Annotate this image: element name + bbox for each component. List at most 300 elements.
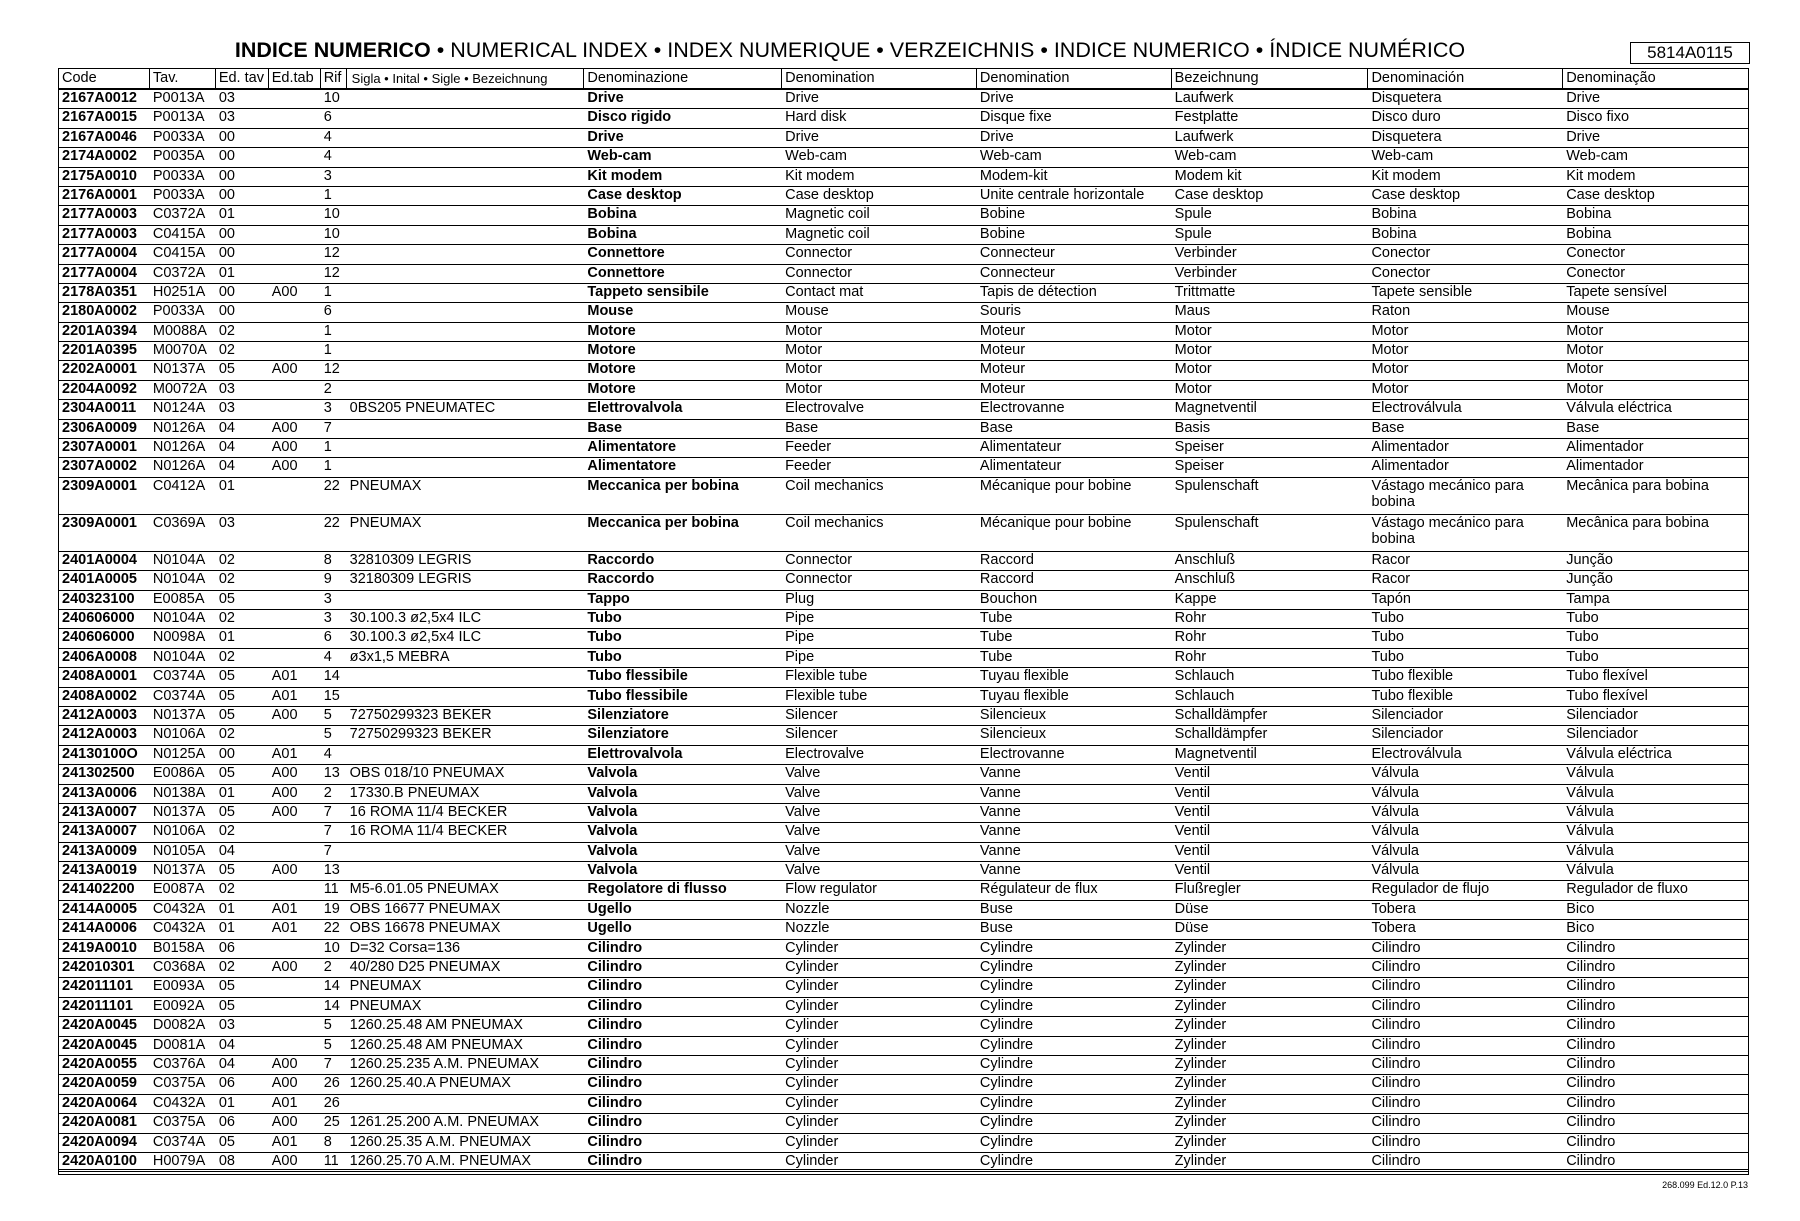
cell-ed-tav: 04 <box>218 1036 235 1053</box>
cell-bezeichnung: Web-cam <box>1174 148 1237 165</box>
cell-denominacao: Válvula <box>1566 784 1614 801</box>
cell-denomination-fr: Moteur <box>979 322 1026 339</box>
table-row <box>59 168 1748 187</box>
cell-ed-tab: A00 <box>271 784 298 801</box>
cell-denominazione: Motore <box>587 342 636 359</box>
cell-ed-tab: A00 <box>271 361 298 378</box>
cell-tav: P0035A <box>152 148 205 165</box>
cell-tav: E0087A <box>152 881 205 898</box>
cell-denomination-en: Plug <box>785 590 815 607</box>
cell-denominazione: Meccanica per bobina <box>587 514 739 531</box>
cell-denominazione: Cilindro <box>587 1017 643 1034</box>
cell-denomination-en: Nozzle <box>785 900 830 917</box>
cell-denomination-fr: Cylindre <box>979 1094 1034 1111</box>
cell-code: 2419A0010 <box>62 939 137 956</box>
cell-denomination-fr: Alimentateur <box>979 439 1062 456</box>
table-row <box>59 610 1748 629</box>
cell-denominacao: Válvula <box>1566 842 1614 859</box>
table-row <box>59 323 1748 342</box>
cell-tav: M0088A <box>152 322 207 339</box>
cell-denominacion: Tubo <box>1371 648 1404 665</box>
cell-denominazione: Base <box>587 419 623 436</box>
cell-bezeichnung: Zylinder <box>1174 1055 1227 1072</box>
cell-denomination-fr: Electrovanne <box>979 400 1065 417</box>
cell-ed-tab <box>269 381 321 399</box>
cell-denominacao: Cilindro <box>1566 1094 1616 1111</box>
cell-ed-tav: 01 <box>218 920 235 937</box>
cell-denomination-fr: Web-cam <box>979 148 1042 165</box>
cell-bezeichnung: Rohr <box>1174 648 1207 665</box>
cell-bezeichnung: Spulenschaft <box>1174 514 1259 531</box>
cell-denominazione: Case desktop <box>587 186 682 203</box>
cell-rif: 5 <box>323 706 332 723</box>
cell-denomination-en: Web-cam <box>785 148 847 165</box>
cell-denominazione: Cilindro <box>587 1075 643 1092</box>
cell-denominacao: Válvula eléctrica <box>1566 400 1672 417</box>
column-header-ed-tab: Ed.tab <box>269 69 321 88</box>
cell-tav: C0374A <box>152 687 206 704</box>
cell-ed-tav: 03 <box>218 109 235 126</box>
cell-denominacao: Mecânica para bobina <box>1566 477 1709 494</box>
cell-denomination-en: Valve <box>785 765 821 782</box>
cell-ed-tav: 05 <box>218 862 235 879</box>
cell-code: 2309A0001 <box>62 477 137 494</box>
cell-denomination-fr: Modem-kit <box>979 167 1048 184</box>
cell-denomination-en: Valve <box>785 823 821 840</box>
cell-code: 2420A0064 <box>62 1094 137 1111</box>
cell-denominazione: Silenziatore <box>587 706 669 723</box>
cell-denominacion: Tobera <box>1371 920 1416 937</box>
cell-tav: C0432A <box>152 900 206 917</box>
cell-bezeichnung: Düse <box>1174 900 1209 917</box>
cell-bezeichnung: Zylinder <box>1174 978 1227 995</box>
cell-denominacao: Motor <box>1566 380 1604 397</box>
cell-tav: P0013A <box>152 90 205 106</box>
cell-tav: C0432A <box>152 920 206 937</box>
cell-denominacao: Cilindro <box>1566 1152 1616 1169</box>
cell-ed-tab <box>269 610 321 628</box>
cell-ed-tav: 05 <box>218 668 235 685</box>
cell-ed-tav: 04 <box>218 439 235 456</box>
cell-sigla: 1260.25.48 AM PNEUMAX <box>349 1017 523 1034</box>
cell-tav: N0137A <box>152 862 206 879</box>
cell-denominacion: Cilindro <box>1371 1075 1421 1092</box>
table-row <box>59 226 1748 245</box>
cell-denomination-en: Cylinder <box>785 1036 839 1053</box>
cell-denominacao: Tubo flexível <box>1566 668 1648 685</box>
cell-ed-tav: 02 <box>218 881 235 898</box>
cell-ed-tav: 00 <box>218 283 235 300</box>
cell-ed-tav: 00 <box>218 245 235 262</box>
cell-denominazione: Cilindro <box>587 1094 643 1111</box>
cell-sigla: 0BS205 PNEUMATEC <box>349 400 496 417</box>
cell-code: 2401A0005 <box>62 571 137 588</box>
cell-bezeichnung: Motor <box>1174 342 1212 359</box>
cell-denomination-en: Mouse <box>785 303 829 320</box>
cell-denomination-fr: Régulateur de flux <box>979 881 1098 898</box>
cell-sigla: 1261.25.200 A.M. PNEUMAX <box>349 1114 540 1131</box>
cell-denominacion: Silenciador <box>1371 726 1444 743</box>
cell-sigla <box>347 245 585 263</box>
cell-denomination-fr: Disque fixe <box>979 109 1052 126</box>
cell-denominazione: Motore <box>587 361 636 378</box>
table-row <box>59 420 1748 439</box>
cell-denomination-en: Drive <box>785 128 819 145</box>
cell-code: 2167A0015 <box>62 109 137 126</box>
cell-rif: 4 <box>323 648 332 665</box>
cell-rif: 26 <box>323 1094 340 1111</box>
cell-sigla <box>347 265 585 283</box>
cell-denominazione: Valvola <box>587 862 638 879</box>
table-row <box>59 1017 1748 1036</box>
cell-code: 2420A0094 <box>62 1133 137 1150</box>
column-header-tav: Tav. <box>150 69 216 88</box>
cell-denominacao: Válvula <box>1566 803 1614 820</box>
table-row <box>59 881 1748 900</box>
cell-code: 2420A0100 <box>62 1152 137 1169</box>
cell-denominazione: Mouse <box>587 303 634 320</box>
cell-sigla: 1260.25.35 A.M. PNEUMAX <box>349 1133 531 1150</box>
cell-code: 2178A0351 <box>62 283 137 300</box>
cell-bezeichnung: Ventil <box>1174 823 1211 840</box>
cell-denomination-fr: Bobine <box>979 206 1026 223</box>
cell-rif: 4 <box>323 745 332 762</box>
cell-bezeichnung: Rohr <box>1174 609 1207 626</box>
column-header-denominacion: Denominación <box>1368 69 1563 88</box>
cell-ed-tab <box>269 90 321 108</box>
cell-rif: 25 <box>323 1114 340 1131</box>
cell-denominacion: Case desktop <box>1371 186 1461 203</box>
cell-denominacion: Cilindro <box>1371 978 1421 995</box>
page-footer: 268.099 Ed.12.0 P.13 <box>1662 1180 1748 1190</box>
cell-ed-tab: A01 <box>271 687 298 704</box>
cell-denomination-en: Cylinder <box>785 978 839 995</box>
cell-code: 2309A0001 <box>62 514 137 531</box>
cell-sigla: PNEUMAX <box>349 997 422 1014</box>
cell-denominazione: Web-cam <box>587 148 652 165</box>
cell-denominacion: Válvula <box>1371 803 1419 820</box>
cell-denomination-fr: Tuyau flexible <box>979 687 1069 704</box>
cell-ed-tab <box>269 940 321 958</box>
cell-denomination-en: Kit modem <box>785 167 855 184</box>
cell-code: 2420A0081 <box>62 1114 137 1131</box>
cell-denomination-fr: Cylindre <box>979 1055 1034 1072</box>
cell-bezeichnung: Speiser <box>1174 458 1224 475</box>
cell-denominacion: Alimentador <box>1371 458 1449 475</box>
cell-denomination-fr: Tube <box>979 609 1013 626</box>
cell-code: 240323100 <box>62 590 135 607</box>
cell-ed-tav: 06 <box>218 1114 235 1131</box>
cell-denomination-fr: Drive <box>979 90 1014 106</box>
cell-denominazione: Cilindro <box>587 1152 643 1169</box>
cell-denomination-fr: Silencieux <box>979 706 1046 723</box>
cell-denominacao: Válvula eléctrica <box>1566 745 1672 762</box>
column-header-denomination-fr: Denomination <box>977 69 1172 88</box>
cell-denomination-fr: Vanne <box>979 823 1021 840</box>
cell-denominacao: Bobina <box>1566 206 1612 223</box>
cell-ed-tav: 02 <box>218 551 235 568</box>
cell-denominacao: Regulador de fluxo <box>1566 881 1688 898</box>
cell-denominazione: Tubo flessibile <box>587 668 688 685</box>
cell-denomination-en: Cylinder <box>785 1133 839 1150</box>
cell-bezeichnung: Laufwerk <box>1174 128 1234 145</box>
cell-sigla: 30.100.3 ø2,5x4 ILC <box>349 629 482 646</box>
cell-sigla: 17330.B PNEUMAX <box>349 784 480 801</box>
table-row <box>59 129 1748 148</box>
cell-ed-tab <box>269 109 321 127</box>
cell-denominacion: Cilindro <box>1371 1036 1421 1053</box>
cell-bezeichnung: Motor <box>1174 322 1212 339</box>
cell-denominazione: Tubo <box>587 629 622 646</box>
cell-code: 2167A0046 <box>62 128 137 145</box>
cell-denomination-fr: Cylindre <box>979 978 1034 995</box>
cell-denominacao: Cilindro <box>1566 1114 1616 1131</box>
cell-denominazione: Cilindro <box>587 997 643 1014</box>
cell-code: 2177A0004 <box>62 264 137 281</box>
cell-denomination-en: Cylinder <box>785 939 839 956</box>
cell-denominacion: Bobina <box>1371 206 1417 223</box>
cell-denominacion: Cilindro <box>1371 1094 1421 1111</box>
cell-denominacao: Cilindro <box>1566 997 1616 1014</box>
cell-ed-tav: 05 <box>218 590 235 607</box>
cell-rif: 13 <box>323 765 340 782</box>
cell-tav: N0104A <box>152 648 206 665</box>
cell-ed-tab: A00 <box>271 283 298 300</box>
cell-code: 2413A0007 <box>62 823 137 840</box>
table-row <box>59 1037 1748 1056</box>
cell-denominacion: Tobera <box>1371 900 1416 917</box>
cell-bezeichnung: Spulenschaft <box>1174 477 1259 494</box>
cell-denomination-en: Cylinder <box>785 959 839 976</box>
cell-denominazione: Tubo flessibile <box>587 687 688 704</box>
cell-bezeichnung: Schlauch <box>1174 668 1235 685</box>
cell-ed-tab: A00 <box>271 862 298 879</box>
cell-bezeichnung: Schalldämpfer <box>1174 706 1268 723</box>
cell-rif: 1 <box>323 458 332 475</box>
cell-denomination-fr: Moteur <box>979 361 1026 378</box>
cell-denominacion: Bobina <box>1371 225 1417 242</box>
cell-denominacao: Tubo <box>1566 609 1599 626</box>
table-body <box>59 90 1748 1172</box>
cell-denominazione: Cilindro <box>587 939 643 956</box>
table-row <box>59 668 1748 687</box>
cell-denomination-fr: Connecteur <box>979 264 1055 281</box>
cell-ed-tav: 05 <box>218 803 235 820</box>
cell-denominacion: Raton <box>1371 303 1411 320</box>
cell-sigla <box>347 591 585 609</box>
cell-ed-tav: 02 <box>218 959 235 976</box>
cell-denominacao: Silenciador <box>1566 706 1638 723</box>
cell-denominazione: Cilindro <box>587 1036 643 1053</box>
table-row <box>59 361 1748 380</box>
cell-rif: 15 <box>323 687 340 704</box>
cell-tav: M0072A <box>152 380 207 397</box>
cell-denominacao: Junção <box>1566 551 1613 568</box>
cell-rif: 5 <box>323 1036 332 1053</box>
column-header-denomination-en: Denomination <box>782 69 977 88</box>
table-row <box>59 765 1748 784</box>
cell-ed-tab <box>269 206 321 224</box>
cell-denomination-fr: Vanne <box>979 765 1021 782</box>
cell-denominacion: Disquetera <box>1371 90 1442 106</box>
cell-ed-tav: 04 <box>218 842 235 859</box>
cell-bezeichnung: Zylinder <box>1174 1152 1227 1169</box>
cell-sigla: 1260.25.40.A PNEUMAX <box>349 1075 511 1092</box>
cell-denomination-en: Connector <box>785 245 853 262</box>
cell-tav: C0415A <box>152 245 206 262</box>
cell-denominacao: Tubo <box>1566 629 1599 646</box>
cell-code: 2420A0045 <box>62 1017 137 1034</box>
column-header-bezeichnung: Bezeichnung <box>1172 69 1369 88</box>
cell-rif: 3 <box>323 590 332 607</box>
cell-tav: E0092A <box>152 997 205 1014</box>
cell-denominacion: Válvula <box>1371 765 1419 782</box>
cell-tav: H0079A <box>152 1152 206 1169</box>
cell-ed-tav: 05 <box>218 687 235 704</box>
cell-ed-tav: 04 <box>218 458 235 475</box>
cell-ed-tav: 01 <box>218 900 235 917</box>
cell-code: 2202A0001 <box>62 361 137 378</box>
cell-rif: 10 <box>323 90 340 106</box>
cell-denomination-en: Valve <box>785 784 821 801</box>
cell-code: 2413A0009 <box>62 842 137 859</box>
cell-rif: 1 <box>323 283 332 300</box>
cell-denomination-en: Connector <box>785 551 853 568</box>
cell-code: 2204A0092 <box>62 380 137 397</box>
cell-bezeichnung: Ventil <box>1174 842 1211 859</box>
cell-code: 2420A0059 <box>62 1075 137 1092</box>
cell-sigla: 16 ROMA 11/4 BECKER <box>349 803 508 820</box>
cell-denominacao: Motor <box>1566 322 1604 339</box>
cell-code: 2420A0055 <box>62 1055 137 1072</box>
cell-rif: 14 <box>323 668 340 685</box>
cell-denominacion: Web-cam <box>1371 148 1434 165</box>
cell-sigla <box>347 381 585 399</box>
cell-denominacion: Cilindro <box>1371 1017 1421 1034</box>
cell-ed-tav: 02 <box>218 609 235 626</box>
cell-code: 2412A0003 <box>62 726 137 743</box>
table-row <box>59 187 1748 206</box>
table-row <box>59 688 1748 707</box>
cell-denominacao: Junção <box>1566 571 1613 588</box>
cell-code: 2167A0012 <box>62 90 137 106</box>
cell-ed-tav: 01 <box>218 477 235 494</box>
cell-denomination-en: Magnetic coil <box>785 206 870 223</box>
cell-rif: 1 <box>323 439 332 456</box>
cell-denomination-en: Cylinder <box>785 1017 839 1034</box>
cell-tav: C0372A <box>152 264 206 281</box>
cell-sigla <box>347 458 585 476</box>
cell-bezeichnung: Zylinder <box>1174 1133 1227 1150</box>
cell-code: 242010301 <box>62 959 135 976</box>
cell-sigla <box>347 323 585 341</box>
cell-code: 2414A0006 <box>62 920 137 937</box>
cell-bezeichnung: Verbinder <box>1174 245 1237 262</box>
cell-denominazione: Silenziatore <box>587 726 669 743</box>
cell-rif: 8 <box>323 551 332 568</box>
cell-ed-tab: A01 <box>271 920 298 937</box>
cell-denomination-en: Cylinder <box>785 1075 839 1092</box>
cell-bezeichnung: Modem kit <box>1174 167 1242 184</box>
cell-ed-tav: 05 <box>218 765 235 782</box>
cell-bezeichnung: Ventil <box>1174 862 1211 879</box>
cell-sigla <box>347 90 585 108</box>
cell-sigla <box>347 361 585 379</box>
cell-ed-tav: 02 <box>218 823 235 840</box>
cell-ed-tav: 01 <box>218 784 235 801</box>
cell-sigla <box>347 168 585 186</box>
cell-bezeichnung: Festplatte <box>1174 109 1239 126</box>
cell-tav: P0033A <box>152 128 205 145</box>
table-row <box>59 458 1748 477</box>
cell-rif: 12 <box>323 264 340 281</box>
cell-denominacao: Bico <box>1566 920 1595 937</box>
cell-denomination-en: Electrovalve <box>785 400 865 417</box>
cell-denominacao: Silenciador <box>1566 726 1638 743</box>
cell-denominacion: Tapón <box>1371 590 1411 607</box>
cell-bezeichnung: Maus <box>1174 303 1211 320</box>
table-row <box>59 245 1748 264</box>
cell-code: 241302500 <box>62 765 135 782</box>
table-row <box>59 265 1748 284</box>
cell-ed-tab <box>269 323 321 341</box>
cell-sigla: 1260.25.235 A.M. PNEUMAX <box>349 1055 540 1072</box>
cell-denomination-fr: Raccord <box>979 551 1034 568</box>
cell-bezeichnung: Ventil <box>1174 803 1211 820</box>
cell-bezeichnung: Zylinder <box>1174 997 1227 1014</box>
cell-denominazione: Connettore <box>587 245 665 262</box>
cell-ed-tab <box>269 129 321 147</box>
cell-ed-tab: A00 <box>271 706 298 723</box>
cell-denominazione: Kit modem <box>587 167 663 184</box>
cell-bezeichnung: Case desktop <box>1174 186 1264 203</box>
cell-ed-tav: 03 <box>218 514 235 531</box>
cell-ed-tab: A00 <box>271 1152 298 1169</box>
cell-code: 2177A0004 <box>62 245 137 262</box>
cell-denominacao: Mouse <box>1566 303 1610 320</box>
cell-ed-tav: 05 <box>218 1133 235 1150</box>
cell-sigla: 40/280 D25 PNEUMAX <box>349 959 501 976</box>
cell-denomination-fr: Vanne <box>979 803 1021 820</box>
cell-denominacao: Bico <box>1566 900 1595 917</box>
cell-denomination-fr: Bobine <box>979 225 1026 242</box>
cell-rif: 9 <box>323 571 332 588</box>
cell-denomination-en: Coil mechanics <box>785 477 884 494</box>
cell-sigla <box>347 284 585 302</box>
cell-bezeichnung: Spule <box>1174 225 1212 242</box>
cell-denominazione: Elettrovalvola <box>587 745 683 762</box>
cell-tav: N0106A <box>152 726 206 743</box>
cell-rif: 2 <box>323 959 332 976</box>
cell-tav: E0085A <box>152 590 205 607</box>
cell-denomination-en: Connector <box>785 264 853 281</box>
cell-bezeichnung: Kappe <box>1174 590 1217 607</box>
cell-denomination-fr: Cylindre <box>979 1036 1034 1053</box>
cell-sigla: M5-6.01.05 PNEUMAX <box>349 881 499 898</box>
table-row <box>59 746 1748 765</box>
cell-denominacao: Drive <box>1566 90 1601 106</box>
column-header-code: Code <box>59 69 150 88</box>
cell-denominacao: Cilindro <box>1566 1036 1616 1053</box>
cell-sigla <box>347 226 585 244</box>
cell-tav: C0372A <box>152 206 206 223</box>
cell-code: 2420A0045 <box>62 1036 137 1053</box>
cell-denominazione: Elettrovalvola <box>587 400 683 417</box>
cell-ed-tab <box>269 478 321 514</box>
cell-denominacion: Silenciador <box>1371 706 1444 723</box>
cell-denominacion: Cilindro <box>1371 959 1421 976</box>
cell-denominacion: Vástago mecánico para bobina <box>1371 514 1524 548</box>
